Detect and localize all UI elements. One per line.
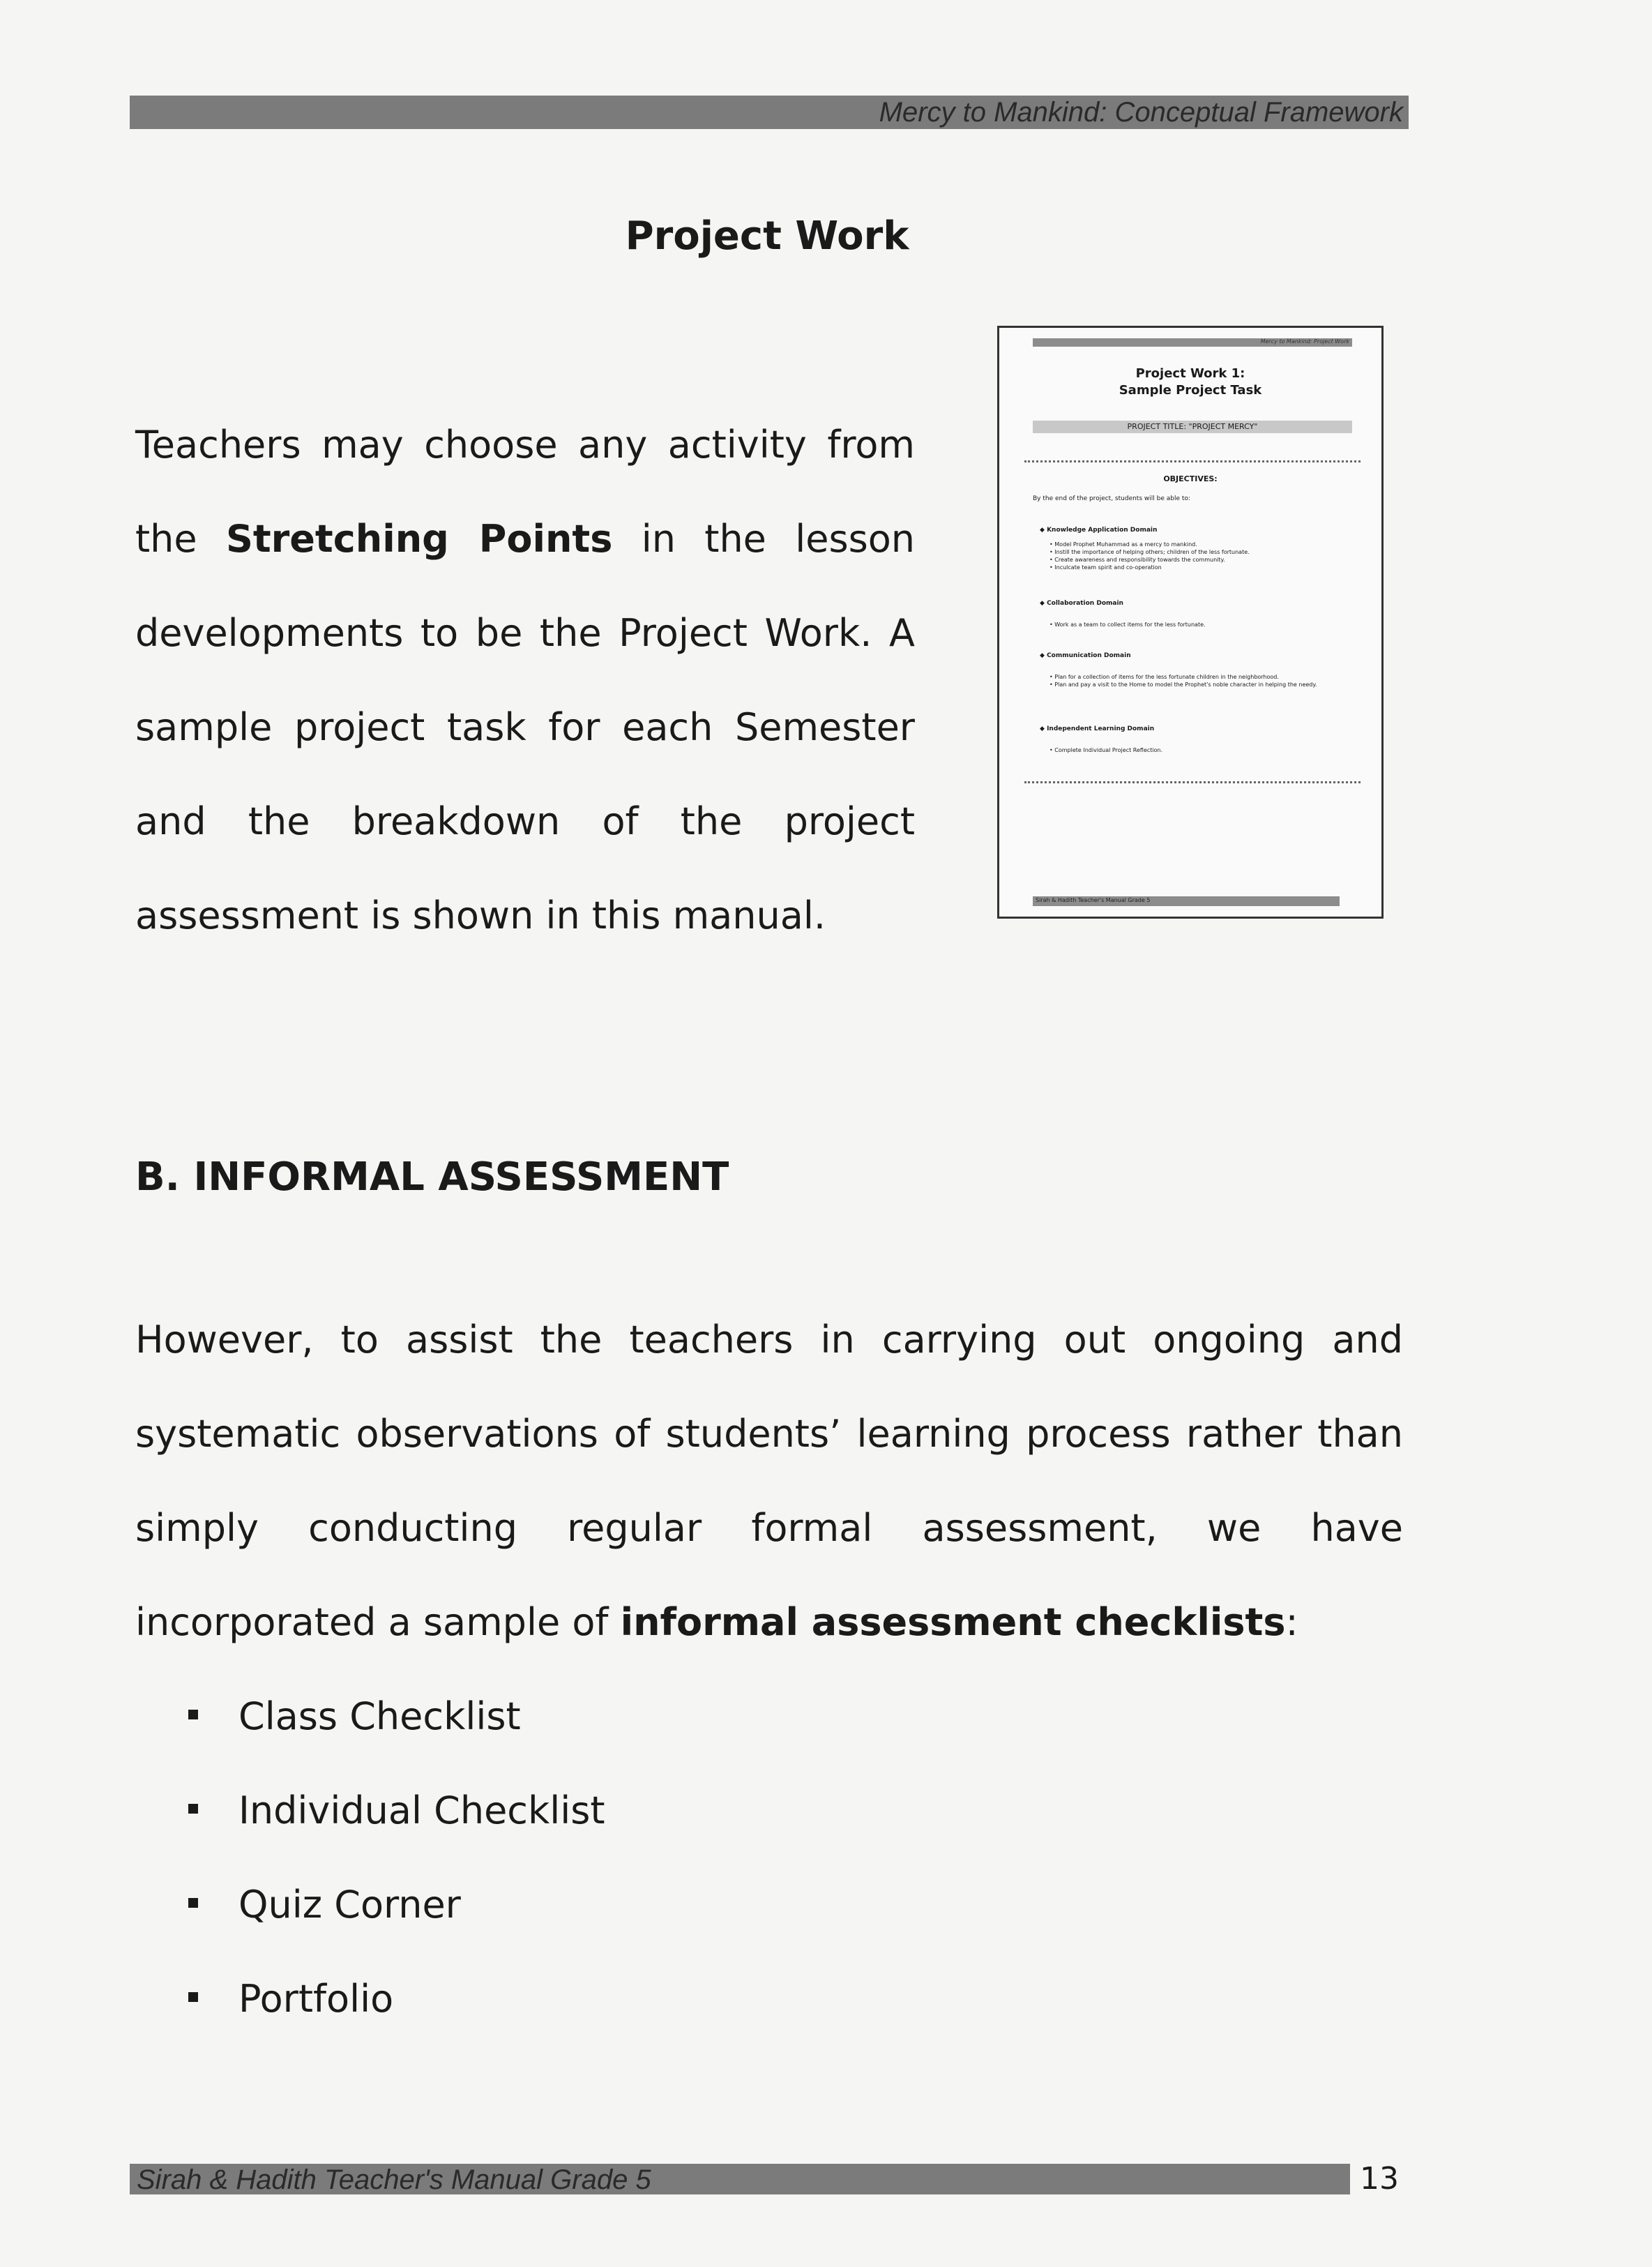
bullet-icon: [188, 1804, 198, 1814]
sample-project-thumbnail: [997, 326, 1384, 919]
page-number: 13: [1360, 2161, 1399, 2197]
thumbnail-domain: ◆ Communication Domain: [1040, 652, 1131, 659]
footer-title: Sirah & Hadith Teacher's Manual Grade 5: [137, 2164, 651, 2195]
thumbnail-title: [999, 366, 1381, 399]
thumbnail-item: • Plan for a collection of items for the less fortunate children in the neighborhood. • Plan and pay a visit to the Home to model the Prophet's noble character in helping the needy.: [1049, 674, 1317, 688]
thumbnail-header-bar: [1033, 338, 1352, 347]
intro-text-bold: Stretching Points: [225, 517, 613, 561]
thumbnail-divider: [1024, 460, 1361, 462]
bullet-icon: [188, 1898, 198, 1908]
footer-bar: [130, 2164, 1350, 2194]
thumbnail-item: • Complete Individual Project Reflection.: [1049, 747, 1163, 753]
intro-text-end: in the lesson developments to be the Project Work. A sample project task for each Semester and the breakdown of the project assessment is shown in this manual.: [135, 517, 915, 937]
thumbnail-objectives-label: OBJECTIVES:: [1163, 474, 1218, 483]
bullet-icon: [188, 1992, 198, 2002]
thumbnail-domain: ◆ Knowledge Application Domain: [1040, 527, 1158, 534]
thumbnail-domain: ◆ Independent Learning Domain: [1040, 725, 1155, 732]
thumbnail-title-line2: Sample Project Task: [1119, 383, 1262, 398]
list-item-label: Portfolio: [238, 1977, 394, 2021]
project-work-paragraph: [135, 398, 915, 963]
list-item-label: Individual Checklist: [238, 1788, 605, 1832]
header-bar: [130, 96, 1409, 129]
list-item: [188, 1952, 605, 2046]
thumbnail-item: • Work as a team to collect items for the less fortunate.: [1049, 622, 1206, 628]
thumbnail-footer: Sirah & Hadith Teacher's Manual Grade 5: [1036, 897, 1151, 903]
bullet-icon: [188, 1710, 198, 1719]
informal-paragraph: [135, 1293, 1403, 1669]
thumbnail-item: • Model Prophet Muhammad as a mercy to mankind. • Instill the importance of helping others; children of the less fortunate. • Create awareness and responsibility towards the community. • Inculcate team spirit and co-operation: [1049, 541, 1250, 571]
list-item: [188, 1763, 605, 1858]
informal-text-bold: informal assessment checklists: [620, 1600, 1286, 1644]
checklist-list: [188, 1669, 605, 2046]
informal-text-start: However, to assist the teachers in carrying out ongoing and systematic observations of students’ learning process rather than simply conducting regular formal assessment, we have incorporated a sample of: [135, 1318, 1403, 1644]
header-title: Mercy to Mankind: Conceptual Framework: [879, 97, 1403, 128]
thumbnail-title-line1: Project Work 1:: [1135, 366, 1245, 381]
list-item: [188, 1669, 605, 1763]
thumbnail-divider: [1024, 781, 1361, 783]
thumbnail-project-title: PROJECT TITLE: "PROJECT MERCY": [1033, 421, 1352, 433]
intro-text-start: Teachers may choose any activity from the: [135, 423, 915, 561]
list-item: [188, 1858, 605, 1952]
list-item-label: Class Checklist: [238, 1694, 521, 1738]
thumbnail-header: Mercy to Mankind: Project Work: [1260, 338, 1349, 345]
section-heading-informal-assessment: B. INFORMAL ASSESSMENT: [135, 1154, 729, 1200]
section-title-project-work: Project Work: [625, 213, 909, 259]
list-item-label: Quiz Corner: [238, 1883, 461, 1927]
informal-text-end: :: [1285, 1600, 1298, 1644]
thumbnail-by-end: By the end of the project, students will be able to:: [1033, 495, 1190, 502]
thumbnail-domain: ◆ Collaboration Domain: [1040, 600, 1123, 607]
thumbnail-footer-bar: [1033, 896, 1340, 906]
